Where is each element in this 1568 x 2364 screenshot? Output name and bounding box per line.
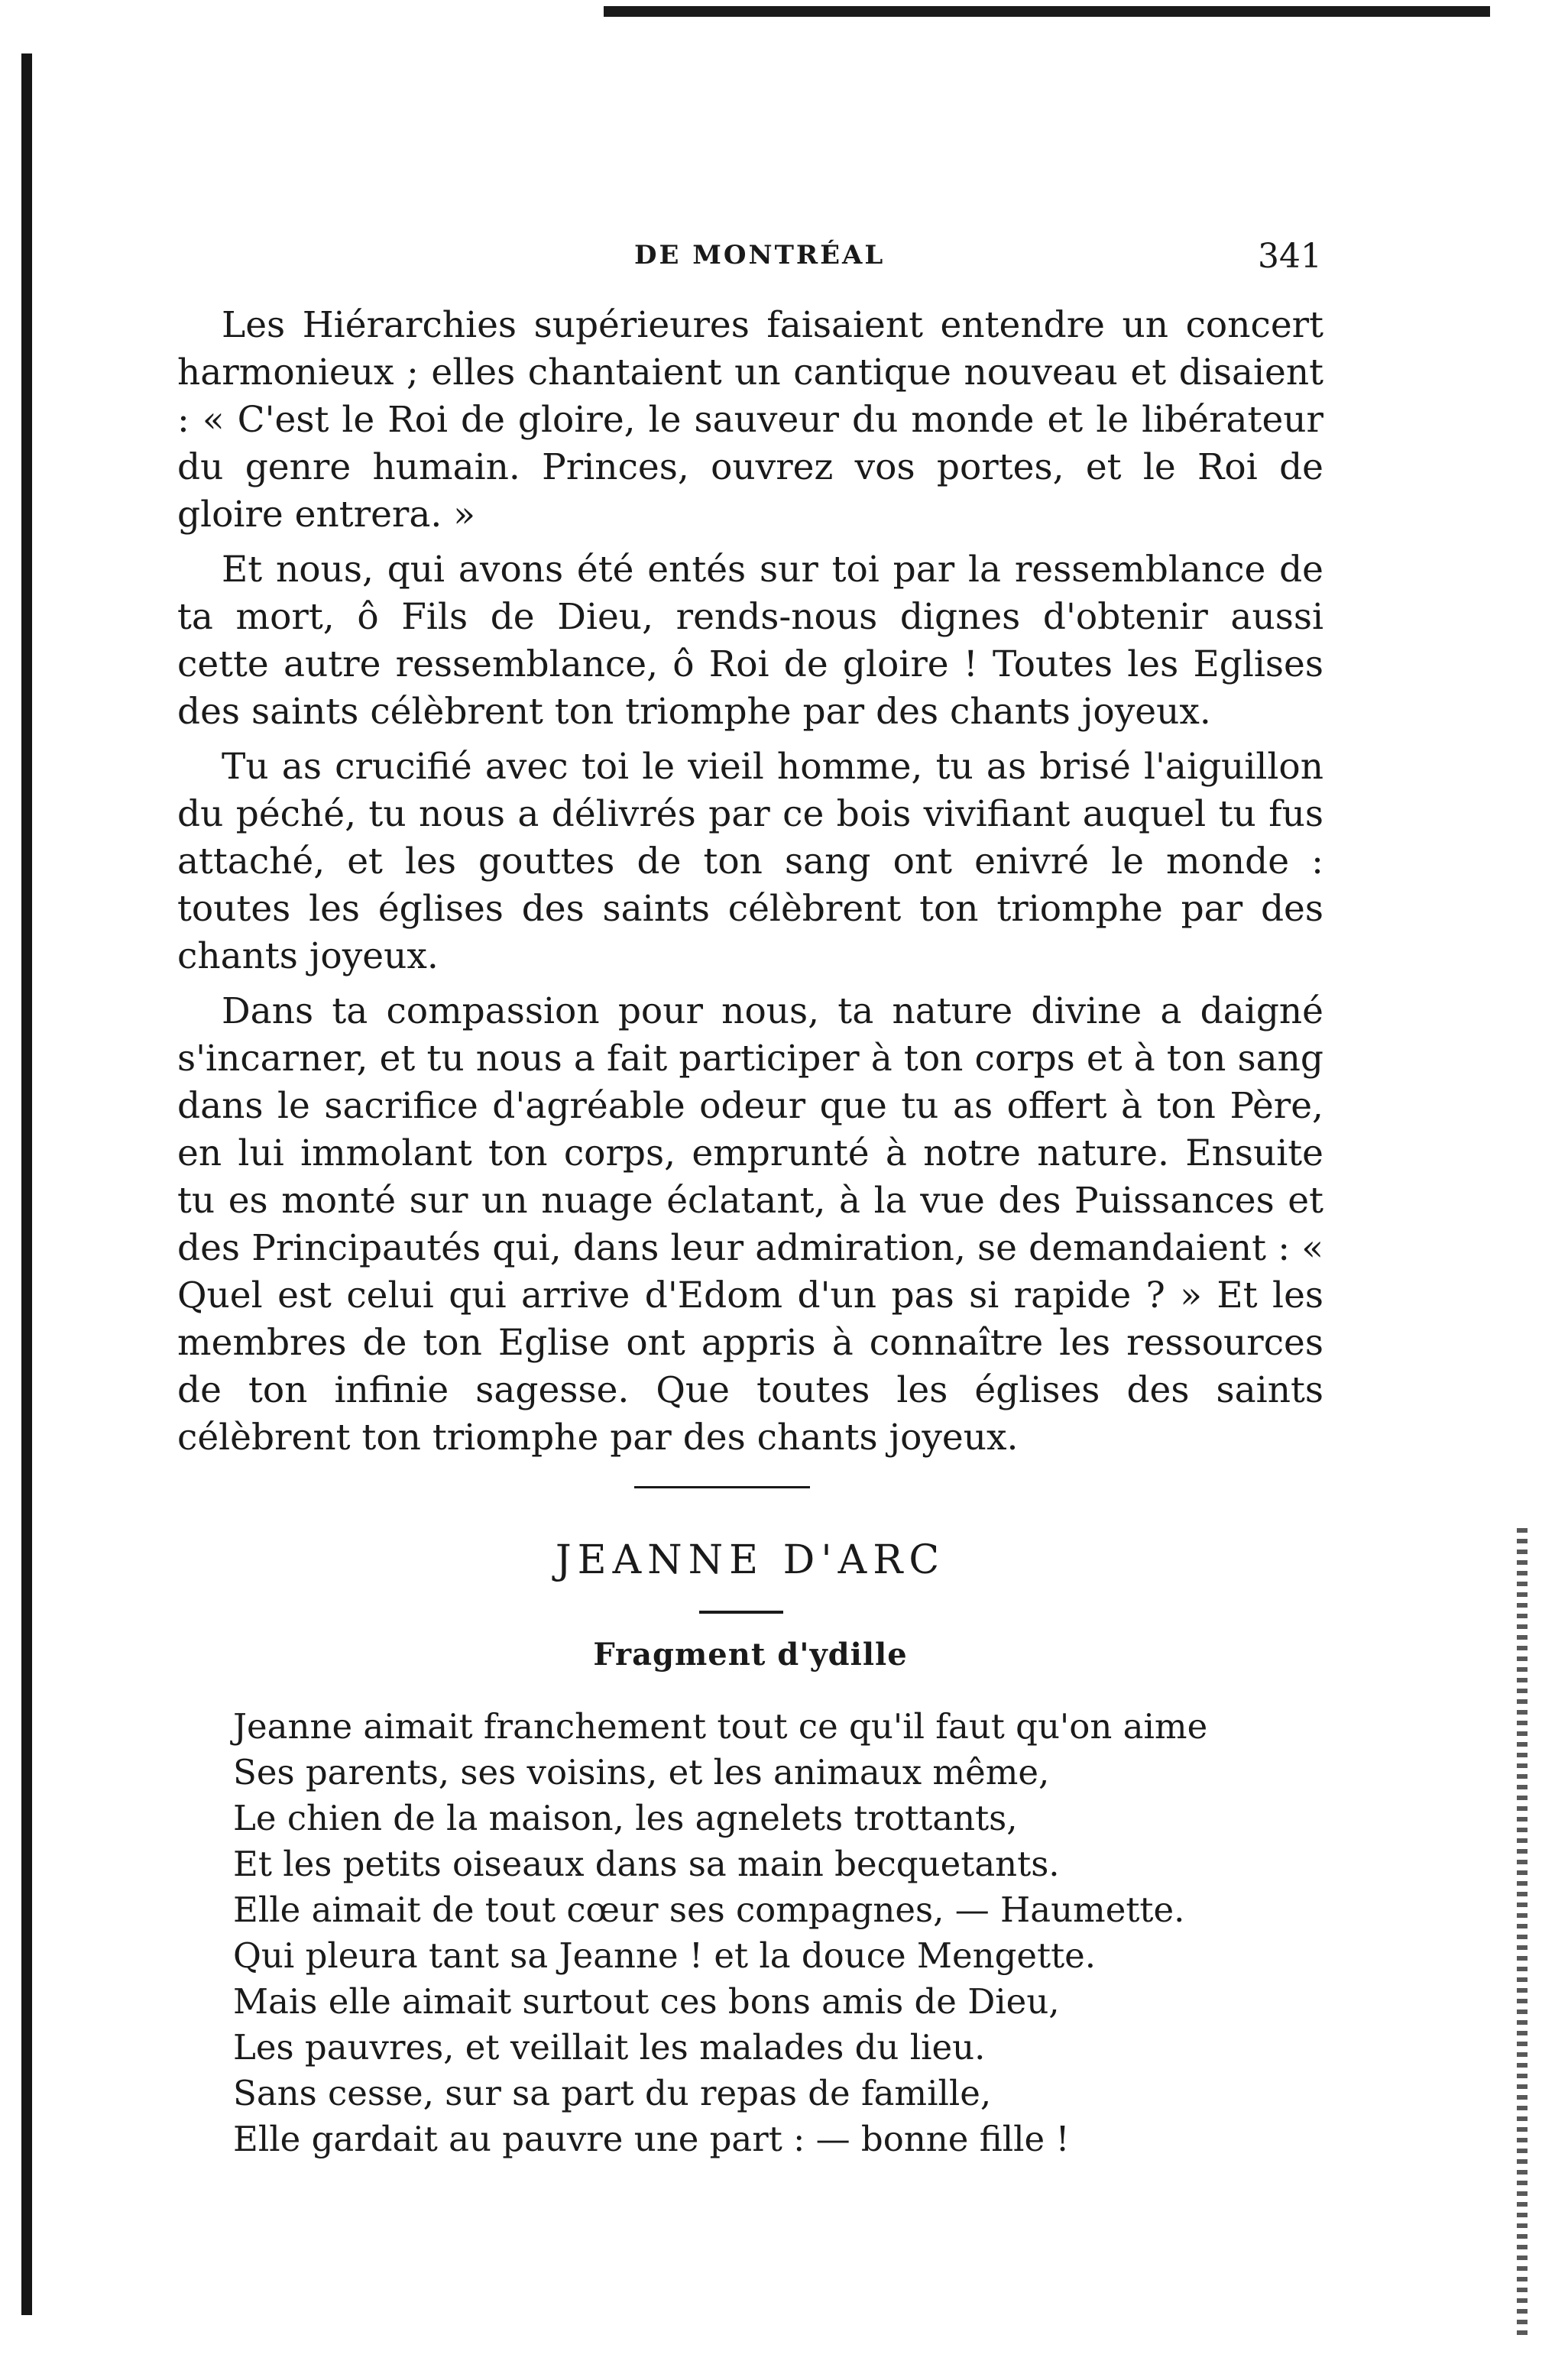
poem-line: Le chien de la maison, les agnelets trottants, xyxy=(233,1798,1018,1838)
poem-line: Ses parents, ses voisins, et les animaux même, xyxy=(233,1752,1050,1792)
poem-line: Et les petits oiseaux dans sa main becquetants. xyxy=(233,1844,1060,1884)
poem-line: Les pauvres, et veillait les malades du lieu. xyxy=(233,2027,986,2068)
scan-right-speckle xyxy=(1517,1528,1528,2338)
poem-line: Mais elle aimait surtout ces bons amis de Dieu, xyxy=(233,1981,1060,2022)
poem-line: Elle aimait de tout cœur ses compagnes, — Haumette. xyxy=(233,1890,1185,1930)
scan-left-edge xyxy=(21,53,32,2315)
poem-title: JEANNE D'ARC xyxy=(555,1537,946,1583)
paragraph: Tu as crucifié avec toi le vieil homme, tu as brisé l'aiguillon du péché, tu nous a délivrés par ce bois vivifiant auquel tu fus attaché, et les gouttes de ton sang ont enivré le monde : toutes les églises des saints célèbrent ton triomphe par des chants joyeux. xyxy=(177,746,1323,977)
poem-subtitle: Fragment d'ydille xyxy=(593,1637,908,1673)
poem-line: Qui pleura tant sa Jeanne ! et la douce Mengette. xyxy=(233,1935,1097,1976)
paragraph: Les Hiérarchies supérieures faisaient entendre un concert harmonieux ; elles chantaient un cantique nouveau et disaient : « C'est le Roi de gloire, le sauveur du monde et le libérateur du genre humain. Princes, ouvrez vos portes, et le Roi de gloire entrera. » xyxy=(177,304,1323,536)
paragraph: Dans ta compassion pour nous, ta nature divine a daigné s'incarner, et tu nous a fait participer à ton corps et à ton sang dans le sacrifice d'agréable odeur que tu as offert à ton Père, en lui immolant ton corps, emprunté à notre nature. Ensuite tu es monté sur un nuage éclatant, à la vue des Puissances et des Principautés qui, dans leur admiration, se demandaient : « Quel est celui qui arrive d'Edom d'un pas si rapide ? » Et les membres de ton Eglise ont appris à connaître les ressources de ton infinie sagesse. Que toutes les églises des saints célèbrent ton triomphe par des chants joyeux. xyxy=(177,990,1323,1459)
page-number: 341 xyxy=(1258,237,1322,276)
running-title: DE MONTRÉAL xyxy=(634,240,886,270)
body-text xyxy=(177,302,1323,1469)
paragraph: Et nous, qui avons été entés sur toi par la ressemblance de ta mort, ô Fils de Dieu, rends-nous dignes d'obtenir aussi cette autre ressemblance, ô Roi de gloire ! Toutes les Eglises des saints célèbrent ton triomphe par des chants joyeux. xyxy=(177,549,1323,733)
section-separator xyxy=(634,1486,810,1488)
scan-edge-rule xyxy=(604,6,1490,17)
poem-line: Elle gardait au pauvre une part : — bonne fille ! xyxy=(233,2119,1070,2159)
poem-line: Jeanne aimait franchement tout ce qu'il faut qu'on aime xyxy=(233,1706,1208,1747)
title-rule xyxy=(699,1611,783,1614)
poem-line: Sans cesse, sur sa part du repas de famille, xyxy=(233,2073,992,2113)
poem xyxy=(233,1704,1379,2162)
running-head xyxy=(176,237,1322,290)
